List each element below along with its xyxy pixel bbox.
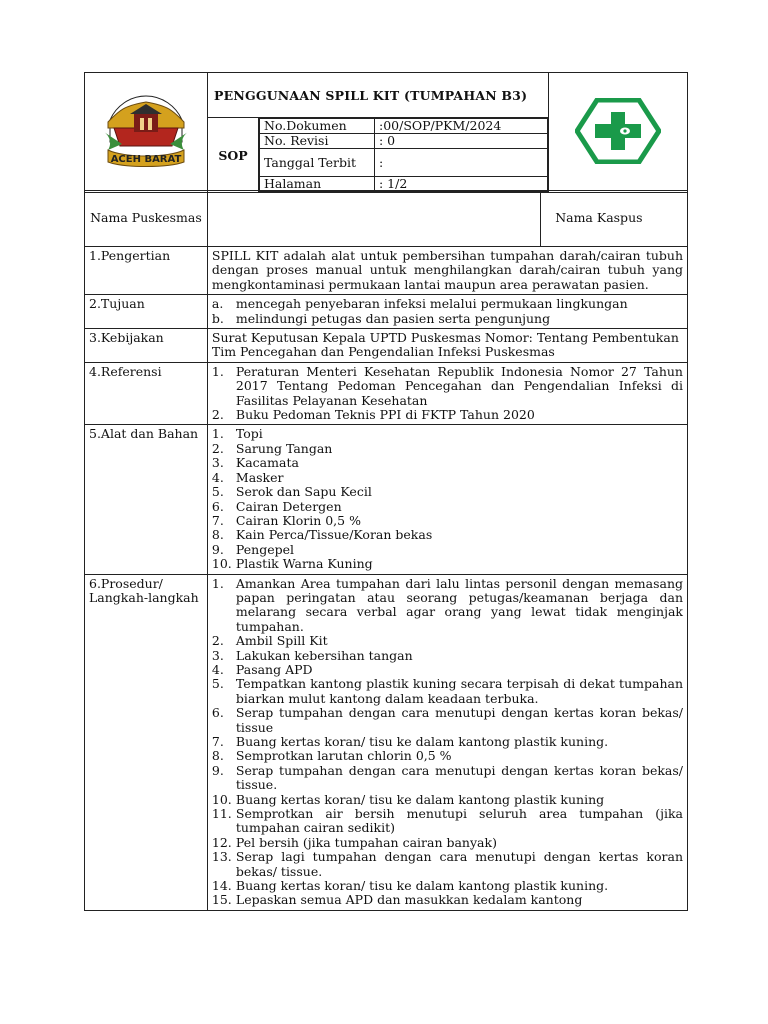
document-title: PENGGUNAAN SPILL KIT (TUMPAHAN B3) (208, 73, 549, 118)
prosedur-item-number: 6. (211, 705, 224, 721)
district-emblem-cell (85, 73, 208, 193)
prosedur-item-number: 11. (211, 806, 232, 822)
prosedur-item-number: 2. (211, 633, 224, 649)
meta-value-tanggal-terbit: : (375, 149, 548, 177)
alat-item-text: Pengepel (235, 541, 294, 557)
prosedur-item-text: Serap lagi tumpahan dengan cara menutupi dengan kertas koran bekas/ tissue. (235, 849, 683, 879)
nama-puskesmas-label: Nama Puskesmas (85, 191, 208, 247)
prosedur-item-text: Buang kertas koran/ tisu ke dalam kantong plastik kuning. (235, 878, 609, 894)
prosedur-item-text: Tempatkan kantong plastik kuning secara terpisah di dekat tumpahan biarkan mulut kantong dalam keadaan terbuka. (235, 676, 683, 706)
alat-item-number: 9. (211, 541, 224, 557)
sop-header-table (84, 72, 688, 193)
section-content-referensi (207, 362, 687, 425)
alat-item-number: 4. (211, 469, 224, 485)
prosedur-item (212, 836, 683, 850)
meta-key-no-revisi: No. Revisi (260, 134, 375, 149)
prosedur-item-number: 9. (211, 762, 224, 778)
meta-key-halaman: Halaman (260, 177, 375, 192)
section-label-alat: 5.Alat dan Bahan (85, 425, 208, 574)
prosedur-item (212, 634, 683, 648)
alat-item (212, 557, 683, 571)
prosedur-item-number: 8. (211, 748, 224, 764)
alat-item-text: Topi (235, 426, 263, 442)
tujuan-list (212, 297, 683, 326)
meta-value-halaman: : 1/2 (375, 177, 548, 192)
alat-item (212, 471, 683, 485)
prosedur-item (212, 807, 683, 836)
alat-item (212, 500, 683, 514)
prosedur-item-text: Pasang APD (235, 661, 313, 677)
prosedur-item-number: 4. (211, 661, 224, 677)
prosedur-item-number: 10. (211, 791, 232, 807)
prosedur-item (212, 764, 683, 793)
tujuan-item (212, 312, 683, 326)
referensi-item-text: Buku Pedoman Teknis PPI di FKTP Tahun 2020 (235, 407, 535, 423)
prosedur-item-number: 1. (211, 575, 224, 591)
alat-item (212, 528, 683, 542)
alat-item-number: 3. (211, 455, 224, 471)
alat-item (212, 543, 683, 557)
nama-kaspus-label: Nama Kaspus (541, 191, 688, 247)
section-text-kebijakan: Surat Keputusan Kepala UPTD Puskesmas Nomor: Tentang Pembentukan Tim Pencegahan dan Pengendalian Infeksi Puskesmas (207, 329, 687, 363)
emblem-text: ACEH BARAT (110, 153, 182, 165)
document-meta-cell (259, 118, 549, 193)
document-meta-table (259, 118, 548, 192)
section-label-tujuan: 2.Tujuan (85, 295, 208, 329)
alat-item-text: Plastik Warna Kuning (235, 556, 373, 572)
meta-value-no-dokumen: :00/SOP/PKM/2024 (375, 119, 548, 134)
alat-item-text: Kain Perca/Tissue/Koran bekas (235, 527, 433, 543)
puskesmas-logo-icon (575, 98, 661, 164)
prosedur-item-text: Lepaskan semua APD dan masukkan kedalam kantong (235, 892, 583, 908)
prosedur-item-text: Semprotkan air bersih menutupi seluruh area tumpahan (jika tumpahan cairan sedikit) (235, 806, 683, 836)
tujuan-item-text: mencegah penyebaran infeksi melalui permukaan lingkungan (235, 296, 628, 312)
referensi-item (212, 408, 683, 422)
section-content-prosedur (207, 574, 687, 910)
prosedur-item (212, 749, 683, 763)
tujuan-item-text: melindungi petugas dan pasien serta pengunjung (235, 310, 551, 326)
alat-item (212, 514, 683, 528)
prosedur-item (212, 663, 683, 677)
prosedur-item (212, 879, 683, 893)
prosedur-item (212, 706, 683, 735)
prosedur-item-number: 5. (211, 676, 224, 692)
meta-key-tanggal-terbit: Tanggal Terbit (260, 149, 375, 177)
alat-item-text: Kacamata (235, 455, 299, 471)
prosedur-item-text: Amankan Area tumpahan dari lalu lintas personil dengan memasang papan peringatan atau seorang petugas/keamanan berjaga dan melarang secara verbal agar orang yang lewat tidak menginjak tumpahan. (235, 575, 683, 634)
alat-list (212, 427, 683, 571)
alat-item (212, 427, 683, 441)
alat-item-text: Sarung Tangan (235, 440, 333, 456)
prosedur-item (212, 850, 683, 879)
referensi-item-number: 1. (211, 363, 224, 379)
alat-item-number: 8. (211, 527, 224, 543)
prosedur-list (212, 577, 683, 908)
alat-item-number: 10. (211, 556, 232, 572)
prosedur-item-number: 13. (211, 849, 232, 865)
prosedur-item-number: 15. (211, 892, 232, 908)
alat-item-text: Cairan Detergen (235, 498, 342, 514)
alat-item-number: 5. (211, 484, 224, 500)
prosedur-item (212, 677, 683, 706)
alat-item (212, 442, 683, 456)
tujuan-item-number: a. (211, 296, 224, 312)
prosedur-item (212, 893, 683, 907)
prosedur-item-text: Serap tumpahan dengan cara menutupi dengan kertas koran bekas/ tissue. (235, 762, 683, 793)
prosedur-item-text: Semprotkan larutan chlorin 0,5 % (235, 748, 452, 764)
nama-puskesmas-blank (207, 191, 540, 247)
section-content-alat (207, 425, 687, 574)
prosedur-item (212, 793, 683, 807)
referensi-item-number: 2. (211, 407, 224, 423)
prosedur-item-number: 14. (211, 878, 232, 894)
puskesmas-logo-cell (549, 73, 688, 193)
tujuan-item (212, 297, 683, 311)
section-content-tujuan (207, 295, 687, 329)
alat-item (212, 456, 683, 470)
meta-value-no-revisi: : 0 (375, 134, 548, 149)
section-label-referensi: 4.Referensi (85, 362, 208, 425)
prosedur-item-number: 7. (211, 734, 224, 749)
prosedur-item (212, 649, 683, 663)
referensi-item-text: Peraturan Menteri Kesehatan Republik Indonesia Nomor 27 Tahun 2017 Tentang Pedoman Pencegahan dan Pengendalian Infeksi di Fasilitas Pelayanan Kesehatan (235, 363, 683, 408)
prosedur-item (212, 735, 683, 749)
prosedur-item-text: Serap tumpahan dengan cara menutupi dengan kertas koran bekas/ tissue (235, 705, 683, 735)
tujuan-item-number: b. (211, 310, 224, 326)
referensi-item (212, 365, 683, 408)
referensi-list (212, 365, 683, 423)
section-text-pengertian: SPILL KIT adalah alat untuk pembersihan tumpahan darah/cairan tubuh dengan proses manual untuk menghilangkan darah/cairan tubuh yang mengkontaminasi permukaan lantai maupun area perawatan pasien. (207, 247, 687, 295)
prosedur-item (212, 577, 683, 635)
meta-key-no-dokumen: No.Dokumen (260, 119, 375, 134)
prosedur-item-text: Buang kertas koran/ tisu ke dalam kantong plastik kuning (235, 791, 605, 807)
prosedur-item-text: Pel bersih (jika tumpahan cairan banyak) (235, 834, 497, 850)
section-label-prosedur: 6.Prosedur/ Langkah-langkah (85, 574, 208, 910)
alat-item-text: Masker (235, 469, 284, 485)
alat-item-text: Cairan Klorin 0,5 % (235, 512, 361, 528)
aceh-barat-emblem-icon (100, 92, 192, 170)
alat-item-number: 6. (211, 498, 224, 514)
section-label-pengertian: 1.Pengertian (85, 247, 208, 295)
prosedur-item-text: Buang kertas koran/ tisu ke dalam kantong plastik kuning. (235, 734, 609, 749)
alat-item (212, 485, 683, 499)
section-label-kebijakan: 3.Kebijakan (85, 329, 208, 363)
prosedur-item-number: 3. (211, 647, 224, 663)
prosedur-item-text: Lakukan kebersihan tangan (235, 647, 413, 663)
prosedur-item-number: 12. (211, 834, 232, 850)
sop-content-table (84, 190, 688, 911)
alat-item-text: Serok dan Sapu Kecil (235, 484, 372, 500)
alat-item-number: 7. (211, 512, 224, 528)
alat-item-number: 2. (211, 440, 224, 456)
alat-item-number: 1. (211, 426, 224, 442)
sop-label: SOP (208, 118, 259, 193)
prosedur-item-text: Ambil Spill Kit (235, 633, 328, 649)
